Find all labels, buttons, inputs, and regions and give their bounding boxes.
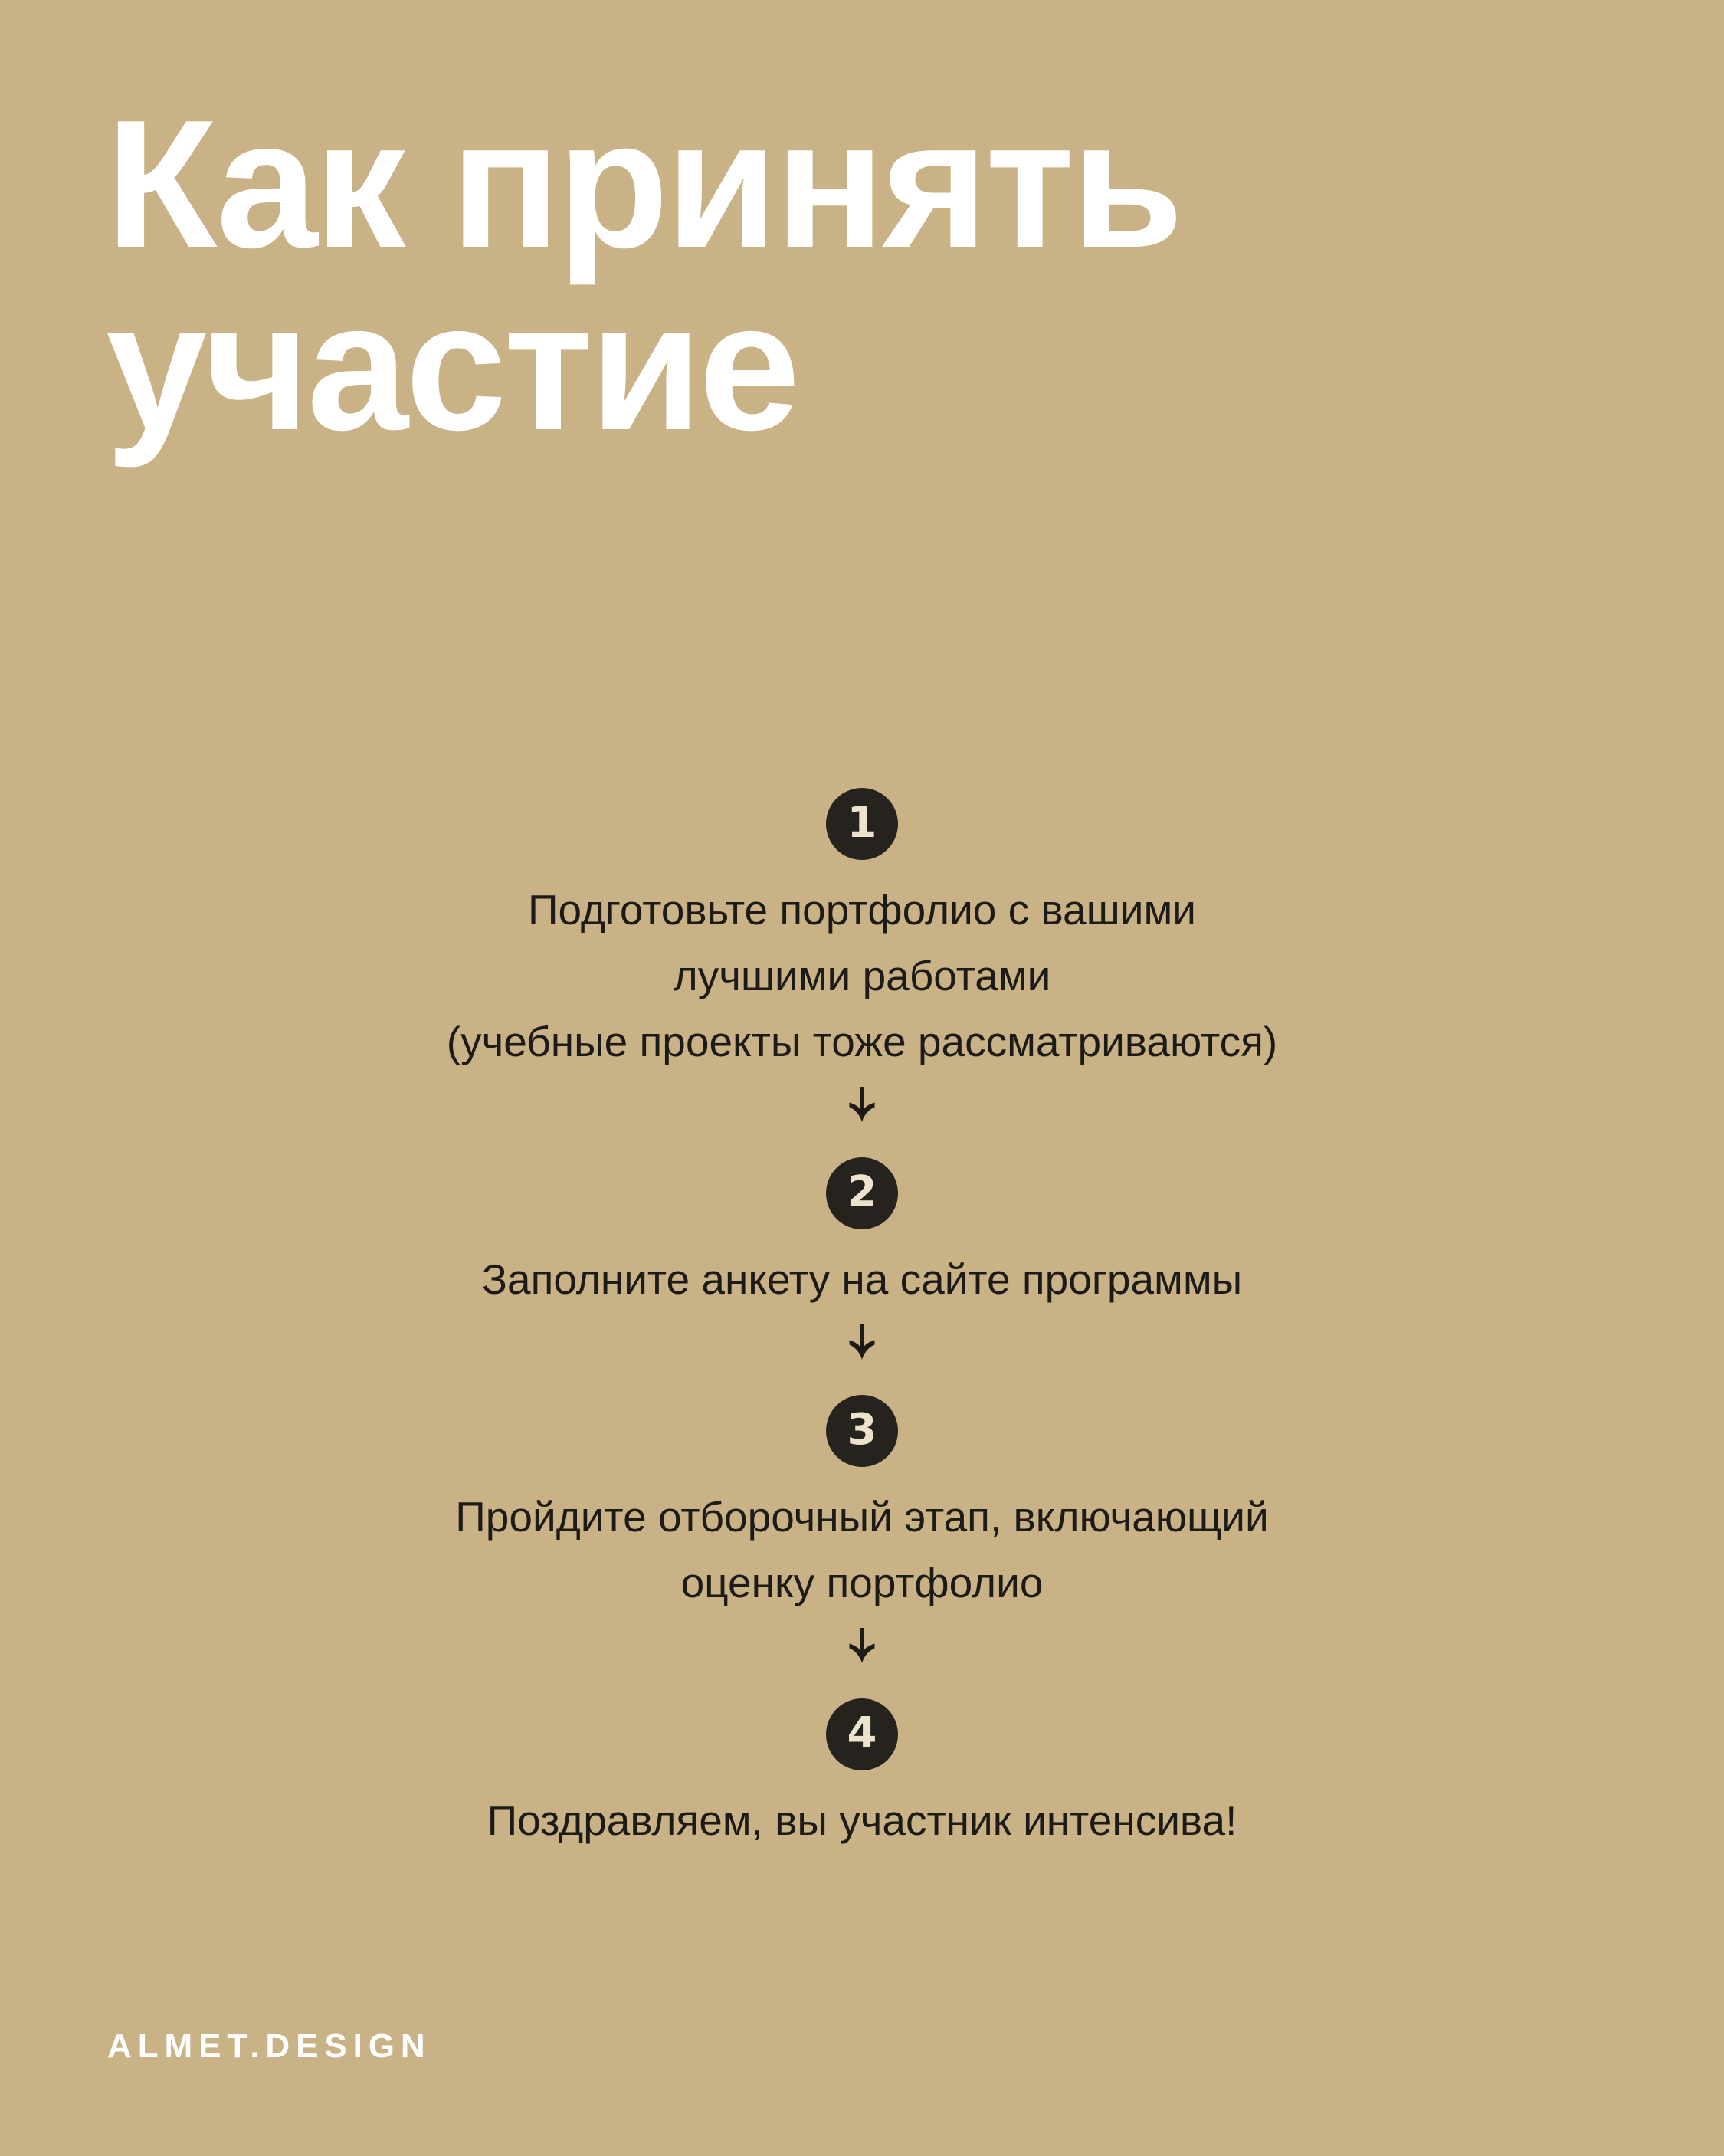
steps-flow bbox=[0, 788, 1724, 1853]
step-3-text bbox=[455, 1484, 1268, 1616]
down-arrow-icon bbox=[847, 1086, 877, 1123]
step-3 bbox=[455, 1395, 1268, 1698]
step-1-text bbox=[447, 877, 1277, 1075]
step-4 bbox=[487, 1698, 1237, 1853]
step-4-text bbox=[487, 1787, 1237, 1853]
step-2-text-line1: Заполните анкету на сайте программы bbox=[481, 1255, 1243, 1303]
down-arrow-icon bbox=[847, 1324, 877, 1360]
step-1-number-badge bbox=[826, 788, 898, 860]
page-title-line2: участие bbox=[106, 265, 798, 468]
page-title-line1: Как принять bbox=[106, 83, 1181, 286]
step-1-text-line3: (учебные проекты тоже рассматриваются) bbox=[446, 1018, 1278, 1065]
step-3-number: 3 bbox=[847, 1405, 877, 1455]
step-1 bbox=[447, 788, 1277, 1157]
step-3-text-line2: оценку портфолио bbox=[680, 1559, 1044, 1606]
down-arrow-icon bbox=[847, 1627, 877, 1664]
step-4-number: 4 bbox=[847, 1708, 877, 1758]
step-1-number: 1 bbox=[847, 798, 877, 848]
step-1-text-line2: лучшими работами bbox=[673, 952, 1051, 999]
step-1-text-line1: Подготовьте портфолио с вашими bbox=[527, 886, 1197, 934]
step-4-text-line1: Поздравляем, вы участник интенсива! bbox=[487, 1797, 1237, 1844]
step-2 bbox=[482, 1157, 1242, 1395]
page-title bbox=[106, 83, 1181, 468]
step-3-text-line1: Пройдите отборочный этап, включающий bbox=[455, 1493, 1269, 1541]
step-2-number: 2 bbox=[847, 1167, 877, 1217]
step-2-text bbox=[482, 1246, 1242, 1312]
brand-watermark: ALMET.DESIGN bbox=[107, 2027, 431, 2065]
step-2-number-badge bbox=[826, 1157, 898, 1229]
step-4-number-badge bbox=[826, 1698, 898, 1770]
step-3-number-badge bbox=[826, 1395, 898, 1467]
